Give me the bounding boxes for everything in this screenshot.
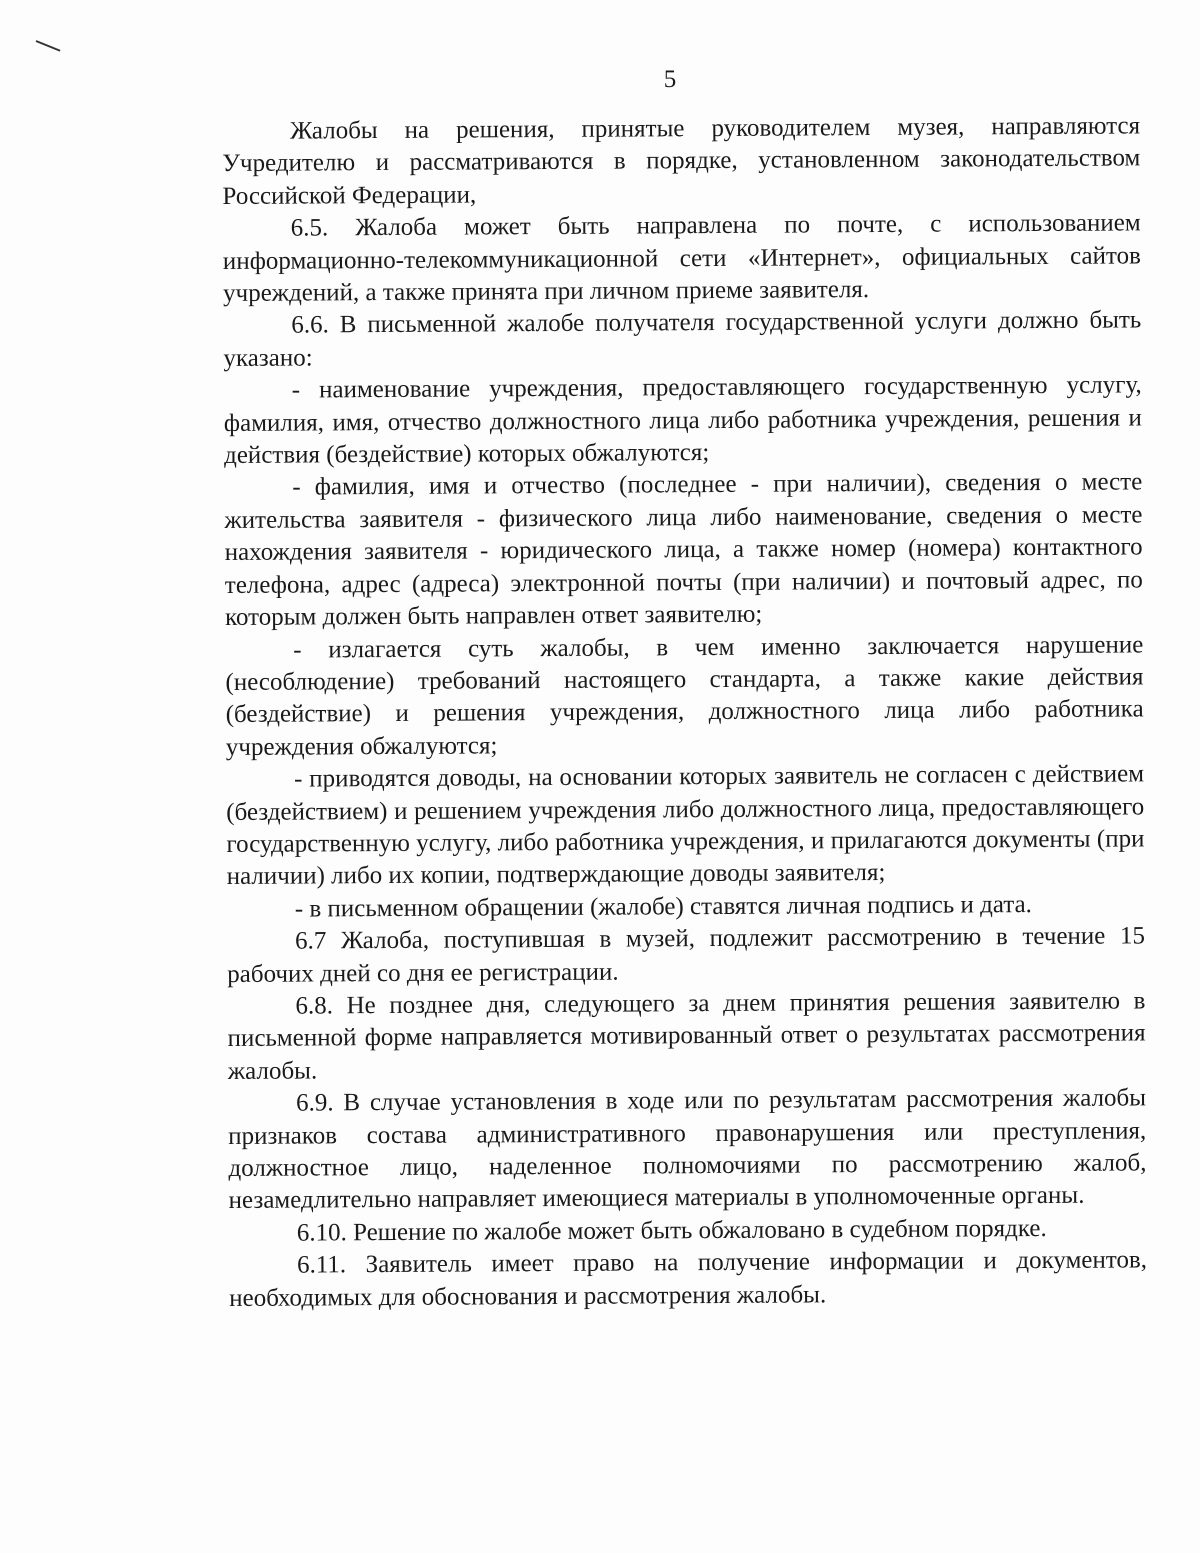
list-item-signature-date: - в письменном обращении (жалобе) ставятся личная подпись и дата. [294,890,1032,923]
paragraph-6-10: 6.10. Решение по жалобе может быть обжаловано в судебном порядке. [296,1214,1047,1247]
scan-mark [36,40,61,52]
page-number: 5 [663,66,677,93]
paragraph-6-6: 6.6. В письменной жалобе получателя государственной услуги должно быть указано: [223,306,1142,372]
list-item-complaint-essence: - излагается суть жалобы, в чем именно заключается нарушение (несоблюдение) требований настоящего стандарта, а также какие действия (бездействие) и решения учреждения, должностного лица либо работника учреждения обжалуются; [225,630,1144,761]
list-item-applicant-details: - фамилия, имя и отчество (последнее - при наличии), сведения о месте жительства заявителя - физического лица либо наименование, сведения о месте нахождения заявителя - юридического лица, а также номер (номера) контактного телефона, адрес (адреса) электронной почты (при наличии) и почтовый адрес, по которым должен быть направлен ответ заявителю; [224,468,1143,632]
list-item-institution-name: - наименование учреждения, предоставляющего государственную услугу, фамилия, имя, отчество должностного лица либо работника учреждения, решения и действия (бездействие) которых обжалуются; [223,371,1142,470]
paragraph-complaints-founder: Жалобы на решения, принятые руководителем музея, направляются Учредителю и рассматриваются в порядке, установленном законодательством Российской Федерации, [222,112,1141,210]
document-body [222,110,1147,1315]
paragraph-6-7: 6.7 Жалоба, поступившая в музей, подлежит рассмотрению в течение 15 рабочих дней со дня ее регистрации. [227,922,1146,988]
list-item-arguments: - приводятся доводы, на основании которых заявитель не согласен с действием (бездействием) и решением учреждения либо должностного лица, предоставляющего государственную услугу, либо работника учреждения, и прилагаются документы (при наличии) либо их копии, подтверждающие доводы заявителя; [226,760,1145,891]
paragraph-6-9: 6.9. В случае установления в ходе или по результатам рассмотрения жалобы признаков состава административного правонарушения или преступления, должностное лицо, наделенное полномочиями по рассмотрению жалоб, незамедлительно направляет имеющиеся материалы в уполномоченные органы. [228,1084,1147,1215]
paragraph-6-5: 6.5. Жалоба может быть направлена по почте, с использованием информационно-телекоммуникационной сети «Интернет», официальных сайтов учреждений, а также принята при личном приеме заявителя. [222,209,1141,308]
paragraph-6-11: 6.11. Заявитель имеет право на получение информации и документов, необходимых для обоснования и рассмотрения жалобы. [229,1246,1148,1312]
paragraph-6-8: 6.8. Не позднее дня, следующего за днем принятия решения заявителю в письменной форме направляется мотивированный ответ о результатах рассмотрения жалобы. [227,987,1146,1085]
